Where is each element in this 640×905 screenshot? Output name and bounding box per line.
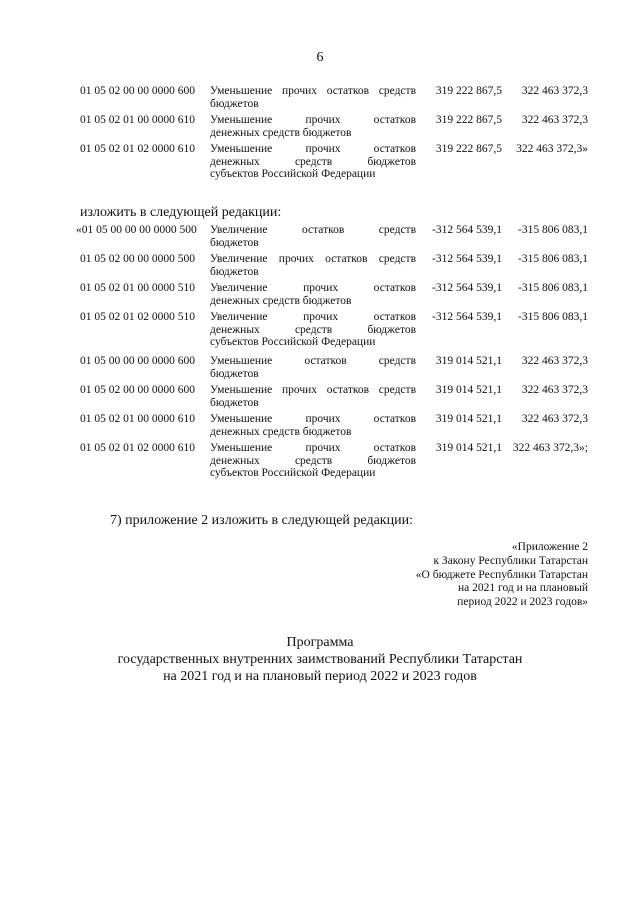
description-line: денежных средств бюджетов xyxy=(210,425,352,438)
description-line: Уменьшение прочих остатков xyxy=(210,442,416,454)
budget-table-new xyxy=(0,224,640,482)
budget-code: 01 05 02 00 00 0000 500 xyxy=(80,253,195,265)
value-2023: -315 806 083,1 xyxy=(518,311,588,323)
value-2022: 319 014 521,1 xyxy=(435,413,502,425)
description-line: денежных средств бюджетов xyxy=(210,155,416,168)
value-2023: 322 463 372,3»; xyxy=(512,442,588,454)
title-line: на 2021 год и на плановый период 2022 и 2023 годов xyxy=(163,669,477,684)
budget-code: 01 05 02 01 02 0000 510 xyxy=(80,311,195,323)
table-row xyxy=(0,224,640,253)
row-description xyxy=(210,85,416,110)
appendix-line: к Закону Республики Татарстан xyxy=(433,554,588,567)
description-line: бюджетов xyxy=(210,236,259,249)
description-line: Увеличение прочих остатков xyxy=(210,282,416,294)
value-2022: 319 222 867,5 xyxy=(435,114,502,126)
row-description xyxy=(210,143,416,181)
description-line: бюджетов xyxy=(210,367,259,380)
table-row xyxy=(0,355,640,384)
budget-code: 01 05 02 00 00 0000 600 xyxy=(80,85,195,97)
description-line: субъектов Российской Федерации xyxy=(210,336,376,348)
description-line: Уменьшение прочих остатков xyxy=(210,143,416,155)
appendix-line: на 2021 год и на плановый xyxy=(458,582,588,595)
row-description xyxy=(210,253,416,278)
description-line: денежных средств бюджетов xyxy=(210,126,352,139)
value-2023: 322 463 372,3» xyxy=(516,143,588,155)
row-description xyxy=(210,442,416,480)
value-2023: 322 463 372,3 xyxy=(521,384,588,396)
budget-code: 01 05 02 01 02 0000 610 xyxy=(80,442,195,454)
table-row xyxy=(0,253,640,282)
description-line: бюджетов xyxy=(210,396,259,409)
budget-code: 01 05 02 01 00 0000 610 xyxy=(80,413,195,425)
description-line: субъектов Российской Федерации xyxy=(210,467,376,479)
table-row xyxy=(0,384,640,413)
budget-code: «01 05 00 00 00 0000 500 xyxy=(76,224,197,236)
value-2023: 322 463 372,3 xyxy=(521,355,588,367)
value-2023: 322 463 372,3 xyxy=(521,114,588,126)
appendix-line: период 2022 и 2023 годов» xyxy=(457,596,588,609)
description-line: бюджетов xyxy=(210,265,259,278)
table-row xyxy=(0,114,640,143)
value-2022: 319 222 867,5 xyxy=(435,85,502,97)
document-title xyxy=(0,634,640,685)
table-row xyxy=(0,143,640,183)
description-line: Уменьшение прочих остатков средств xyxy=(210,85,416,97)
item-7-paragraph: 7) приложение 2 изложить в следующей редакции: xyxy=(110,513,413,528)
table-row xyxy=(0,311,640,355)
page-number: 6 xyxy=(316,50,324,65)
budget-code: 01 05 00 00 00 0000 600 xyxy=(80,355,195,367)
title-line: Программа xyxy=(286,635,354,650)
value-2023: 322 463 372,3 xyxy=(521,85,588,97)
description-line: денежных средств бюджетов xyxy=(210,323,416,336)
description-line: бюджетов xyxy=(210,97,259,110)
value-2023: -315 806 083,1 xyxy=(518,282,588,294)
description-line: Уменьшение остатков средств xyxy=(210,355,416,367)
value-2023: 322 463 372,3 xyxy=(521,413,588,425)
budget-code: 01 05 02 01 00 0000 610 xyxy=(80,114,195,126)
value-2022: -312 564 539,1 xyxy=(432,253,502,265)
description-line: денежных средств бюджетов xyxy=(210,294,352,307)
value-2022: 319 014 521,1 xyxy=(435,384,502,396)
description-line: Увеличение прочих остатков средств xyxy=(210,253,416,265)
table-row xyxy=(0,85,640,114)
value-2022: -312 564 539,1 xyxy=(432,311,502,323)
row-description xyxy=(210,311,416,349)
value-2023: -315 806 083,1 xyxy=(518,253,588,265)
row-description xyxy=(210,282,416,307)
description-line: Увеличение прочих остатков xyxy=(210,311,416,323)
edit-instruction: изложить в следующей редакции: xyxy=(80,205,282,220)
row-description xyxy=(210,384,416,409)
description-line: Увеличение остатков средств xyxy=(210,224,416,236)
value-2022: 319 222 867,5 xyxy=(435,143,502,155)
table-row xyxy=(0,413,640,442)
value-2022: 319 014 521,1 xyxy=(435,355,502,367)
row-description xyxy=(210,355,416,380)
table-row xyxy=(0,282,640,311)
value-2022: -312 564 539,1 xyxy=(432,282,502,294)
value-2022: 319 014 521,1 xyxy=(435,442,502,454)
description-line: Уменьшение прочих остатков xyxy=(210,413,416,425)
appendix-line: «О бюджете Республики Татарстан xyxy=(415,568,588,581)
value-2023: -315 806 083,1 xyxy=(518,224,588,236)
value-2022: -312 564 539,1 xyxy=(432,224,502,236)
budget-code: 01 05 02 01 00 0000 510 xyxy=(80,282,195,294)
budget-table-top xyxy=(0,85,640,183)
budget-code: 01 05 02 01 02 0000 610 xyxy=(80,143,195,155)
row-description xyxy=(210,114,416,139)
description-line: денежных средств бюджетов xyxy=(210,454,416,467)
description-line: субъектов Российской Федерации xyxy=(210,168,376,180)
row-description xyxy=(210,413,416,438)
appendix-header xyxy=(416,541,588,610)
budget-code: 01 05 02 00 00 0000 600 xyxy=(80,384,195,396)
title-line: государственных внутренних заимствований Республики Татарстан xyxy=(117,652,523,667)
description-line: Уменьшение прочих остатков средств xyxy=(210,384,416,396)
table-row xyxy=(0,442,640,482)
description-line: Уменьшение прочих остатков xyxy=(210,114,416,126)
row-description xyxy=(210,224,416,249)
appendix-line: «Приложение 2 xyxy=(511,541,588,553)
